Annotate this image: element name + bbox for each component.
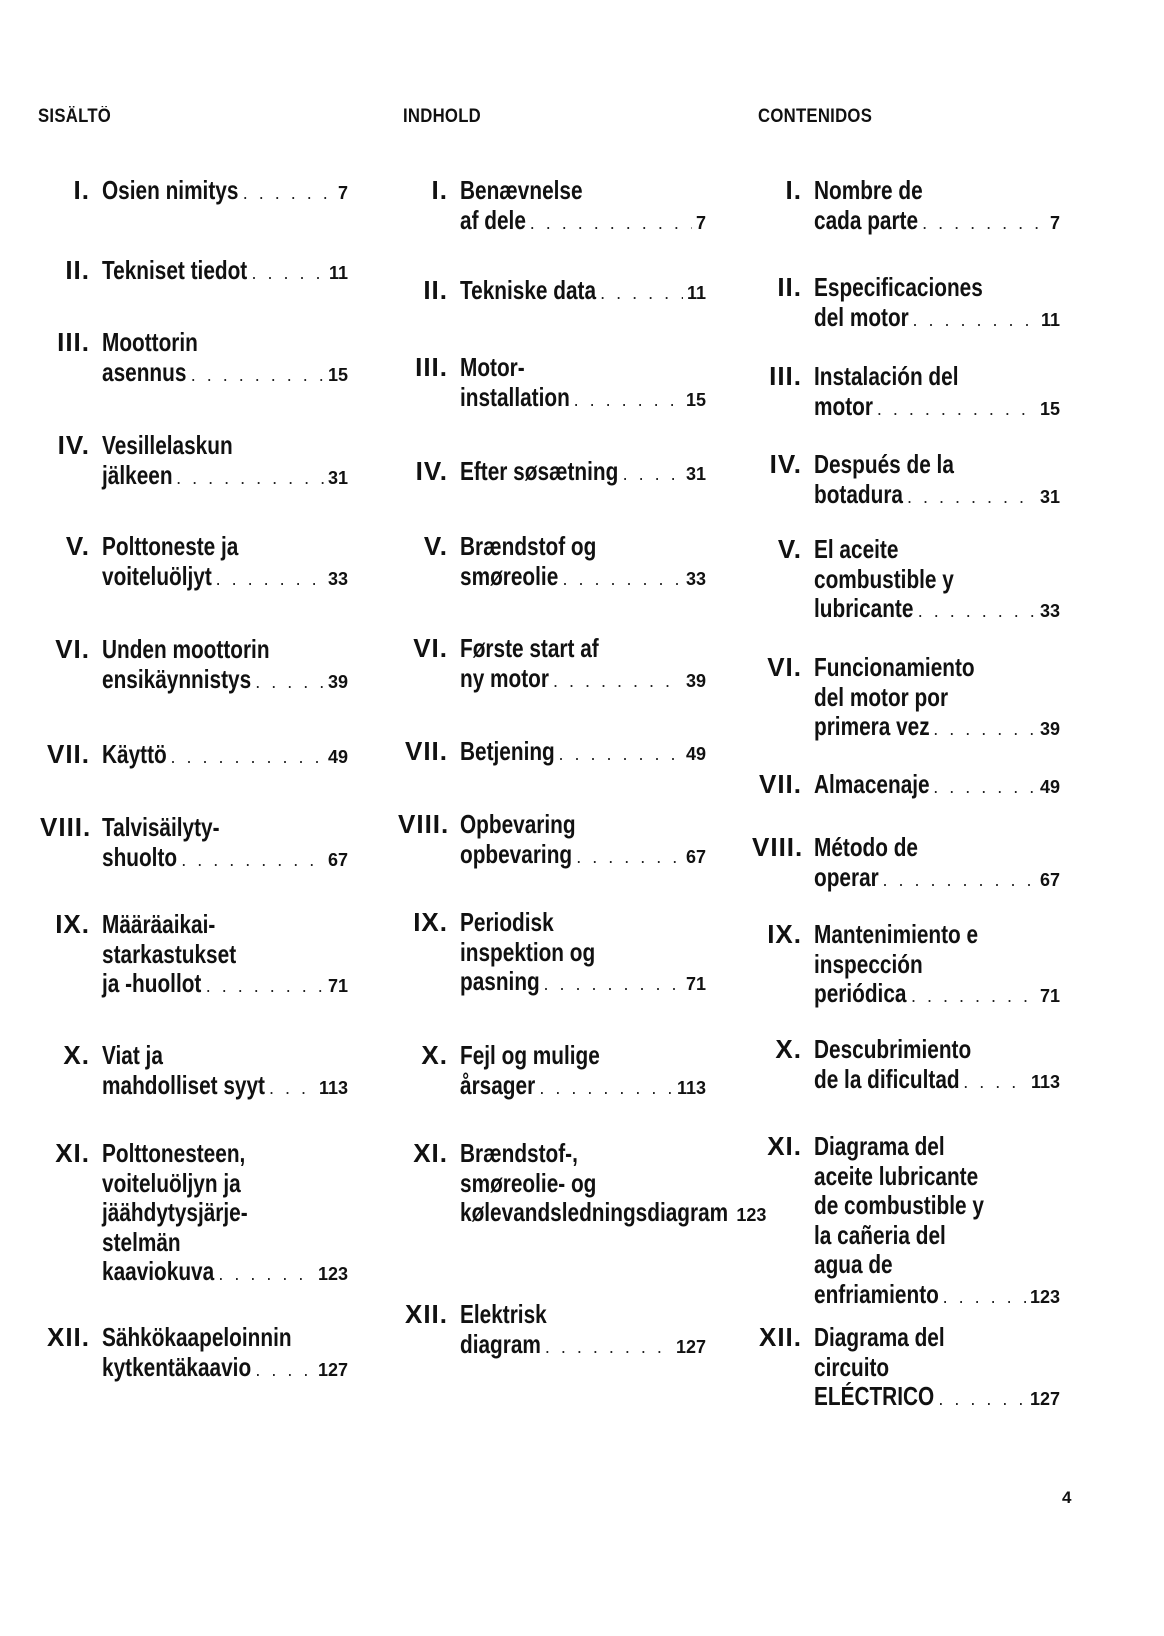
chapter-number: XII. (46, 1322, 90, 1352)
chapter-title (460, 634, 706, 693)
chapter-title-line: ELÉCTRICO (814, 1381, 935, 1411)
chapter-title-line: Fejl og mulige (460, 1040, 600, 1070)
chapter-title (814, 920, 1060, 1009)
chapter-title-last-line (102, 1353, 348, 1383)
chapter-title-last-line (102, 1257, 348, 1287)
chapter-title-line: mahdolliset syyt (102, 1069, 265, 1100)
chapter-number: IV. (415, 456, 448, 486)
chapter-title-line: cada parte (814, 204, 919, 235)
chapter-title (102, 740, 348, 770)
chapter-title-line: Funcionamiento (814, 652, 975, 682)
chapter-number: II. (777, 272, 802, 302)
page-reference: 31 (685, 464, 706, 484)
chapter-title (460, 532, 706, 591)
chapter-number: VI. (55, 634, 90, 664)
chapter-title-line: Tekniset tiedot (102, 255, 248, 285)
chapter-title-last-line (460, 457, 706, 487)
heading-danish: INDHOLD (403, 106, 482, 127)
dot-leader (176, 464, 324, 494)
page-reference: 33 (327, 568, 348, 589)
chapter-title-line: del motor (814, 301, 909, 332)
chapter-title (460, 737, 706, 767)
dot-leader (206, 972, 324, 1002)
dot-leader (553, 667, 682, 697)
chapter-title-line: installation (460, 381, 570, 412)
dot-leader (543, 970, 681, 1000)
chapter-title (460, 176, 706, 235)
chapter-title-last-line (814, 712, 1060, 742)
chapter-title-last-line (814, 979, 1060, 1009)
chapter-number: IX. (767, 919, 802, 949)
chapter-title-line: jälkeen (102, 459, 173, 490)
chapter-title-line: Periodisk (460, 907, 554, 937)
page-reference: 123 (1029, 1286, 1060, 1307)
chapter-title (102, 635, 348, 694)
chapter-title (102, 910, 348, 999)
dot-leader (545, 1333, 672, 1363)
chapter-number: II. (65, 255, 90, 285)
chapter-title-line: aceite lubricante (814, 1160, 979, 1191)
dot-leader (938, 1385, 1026, 1415)
page-reference: 67 (1039, 869, 1060, 890)
chapter-title-last-line (102, 740, 348, 770)
chapter-title-line: årsager (460, 1069, 536, 1100)
chapter-title-line: af dele (460, 204, 526, 235)
page-reference: 39 (1039, 719, 1060, 739)
chapter-title-line: de combustible y (814, 1190, 984, 1220)
chapter-title-last-line (102, 843, 348, 873)
chapter-title-line: kølevandsledningsdiagram (460, 1197, 729, 1227)
chapter-title-line: ja -huollot (102, 968, 202, 998)
chapter-title-line: periódica (814, 978, 907, 1008)
chapter-title-last-line (814, 1280, 1060, 1310)
page-reference: 71 (327, 976, 348, 996)
chapter-number: X. (775, 1034, 802, 1064)
dot-leader (251, 259, 325, 289)
chapter-number: XI. (413, 1138, 448, 1168)
chapter-title-line: Polttonesteen, (102, 1138, 246, 1168)
chapter-title (102, 176, 348, 206)
chapter-title-line: Efter søsætning (460, 456, 619, 486)
dot-leader (216, 565, 324, 595)
chapter-title-line: asennus (102, 356, 187, 387)
page-reference: 113 (1030, 1071, 1060, 1092)
chapter-title (102, 431, 348, 490)
chapter-title-line: Talvisäilyty- (102, 812, 220, 842)
chapter-title-line: Første start af (460, 633, 599, 663)
dot-leader (170, 743, 324, 773)
dot-leader (907, 483, 1036, 513)
chapter-number: III. (415, 352, 448, 382)
dot-leader (933, 715, 1036, 745)
page-reference: 123 (736, 1205, 767, 1225)
page-reference: 71 (1039, 986, 1060, 1006)
chapter-title-line: Viat ja (102, 1040, 163, 1070)
chapter-title-line: Sähkökaapeloinnin (102, 1322, 292, 1352)
page-reference: 127 (317, 1359, 348, 1380)
page-reference: 7 (695, 212, 706, 233)
chapter-title-line: Mantenimiento e (814, 919, 979, 949)
chapter-title (814, 1132, 1060, 1309)
page-reference: 11 (686, 283, 706, 303)
chapter-title-line: inspektion og (460, 936, 596, 967)
chapter-title-line: Vesillelaskun (102, 430, 233, 460)
page-reference: 15 (1039, 398, 1060, 419)
dot-leader (255, 668, 324, 698)
dot-leader (218, 1260, 314, 1290)
chapter-title (460, 1138, 767, 1228)
chapter-title-last-line (460, 562, 706, 592)
page-reference: 7 (337, 183, 348, 203)
chapter-title (814, 535, 1060, 624)
chapter-title-last-line (102, 562, 348, 592)
chapter-title-line: Motor- (460, 352, 525, 382)
chapter-title-line: diagram (460, 1328, 541, 1359)
chapter-title-last-line (814, 392, 1060, 422)
chapter-title-line: Después de la (814, 449, 954, 479)
dot-leader (559, 740, 682, 770)
page-reference: 71 (685, 974, 706, 994)
page-reference: 67 (685, 846, 706, 867)
chapter-number: I. (73, 175, 90, 205)
chapter-title-line: Moottorin (102, 327, 198, 357)
heading-finnish: SISÄLTÖ (38, 106, 112, 127)
chapter-title-line: Descubrimiento (814, 1034, 972, 1064)
chapter-title-line: jäähdytysjärje- (102, 1197, 248, 1227)
page-reference: 127 (675, 1336, 706, 1357)
heading-spanish: CONTENIDOS (758, 106, 873, 127)
chapter-title-line: operar (814, 861, 879, 892)
chapter-title (102, 328, 348, 387)
page-reference: 49 (327, 747, 348, 767)
chapter-title-line: El aceite (814, 534, 899, 564)
chapter-title-line: smøreolie- og (460, 1167, 597, 1198)
page-reference: 15 (327, 364, 348, 385)
page-reference: 11 (1040, 309, 1060, 330)
chapter-title-line: Elektrisk (460, 1299, 547, 1329)
chapter-number: VI. (413, 633, 448, 663)
chapter-title-last-line (814, 770, 1060, 800)
chapter-title-line: kytkentäkaavio (102, 1351, 252, 1382)
chapter-title-line: pasning (460, 966, 540, 996)
chapter-title (460, 908, 706, 997)
chapter-title (814, 653, 1060, 742)
chapter-title (102, 532, 348, 591)
dot-leader (243, 179, 334, 209)
dot-leader (623, 460, 682, 490)
chapter-number: V. (777, 534, 802, 564)
dot-leader (911, 982, 1036, 1012)
dot-leader (574, 386, 682, 416)
chapter-title-line: Osien nimitys (102, 175, 239, 205)
chapter-number: I. (785, 175, 802, 205)
chapter-title-last-line (814, 303, 1060, 333)
chapter-title-last-line (814, 1065, 1060, 1095)
chapter-title (102, 1139, 348, 1287)
dot-leader (943, 1283, 1026, 1313)
chapter-title-last-line (814, 594, 1060, 624)
chapter-title-line: Opbevaring (460, 809, 576, 839)
chapter-title-line: stelmän (102, 1226, 181, 1257)
page-reference: 127 (1029, 1389, 1060, 1409)
chapter-title (814, 273, 1060, 332)
chapter-number: I. (431, 175, 448, 205)
chapter-number: VII. (758, 769, 802, 799)
chapter-title-line: combustible y (814, 563, 954, 594)
chapter-title-last-line (460, 1197, 767, 1228)
page-reference: 7 (1049, 212, 1060, 233)
chapter-title-line: smøreolie (460, 560, 559, 591)
page-reference: 49 (685, 744, 706, 764)
chapter-title-last-line (460, 383, 706, 413)
chapter-title-line: ensikäynnistys (102, 663, 252, 694)
chapter-title-last-line (460, 1071, 706, 1101)
chapter-title (460, 353, 706, 412)
chapter-title (460, 1041, 706, 1100)
chapter-title (814, 362, 1060, 421)
chapter-number: III. (769, 361, 802, 391)
dot-leader (913, 306, 1037, 336)
page-reference: 15 (685, 389, 706, 410)
dot-leader (563, 565, 682, 595)
chapter-title-line: Betjening (460, 736, 555, 766)
chapter-title (102, 256, 348, 286)
chapter-title-last-line (460, 276, 706, 306)
dot-leader (963, 1068, 1027, 1098)
chapter-title-last-line (102, 176, 348, 206)
chapter-title-last-line (102, 665, 348, 695)
chapter-title-line: Nombre de (814, 175, 923, 205)
page-reference: 113 (318, 1077, 348, 1098)
chapter-title-last-line (460, 737, 706, 767)
chapter-title-last-line (460, 967, 706, 997)
chapter-title-last-line (814, 480, 1060, 510)
chapter-title-line: shuolto (102, 841, 178, 872)
chapter-number: V. (423, 531, 448, 561)
chapter-number: IX. (413, 907, 448, 937)
chapter-number: IV. (769, 449, 802, 479)
chapter-title-line: Diagrama del (814, 1131, 945, 1161)
chapter-title-last-line (460, 664, 706, 694)
chapter-title-line: de la dificultad (814, 1063, 960, 1094)
page-reference: 39 (327, 671, 348, 692)
dot-leader (181, 846, 324, 876)
chapter-title-line: Brændstof og (460, 531, 597, 561)
chapter-number: V. (65, 531, 90, 561)
chapter-title (460, 810, 706, 869)
dot-leader (933, 773, 1036, 803)
chapter-title-line: la cañeria del (814, 1219, 946, 1250)
chapter-title-line: Polttoneste ja (102, 531, 239, 561)
chapter-title-line: kaaviokuva (102, 1256, 215, 1286)
chapter-title-line: botadura (814, 478, 903, 509)
chapter-number: II. (423, 275, 448, 305)
chapter-title-line: Tekniske data (460, 275, 597, 305)
chapter-title-line: Diagrama del (814, 1322, 945, 1352)
chapter-title (460, 457, 706, 487)
chapter-title-line: voiteluöljyt (102, 560, 212, 591)
page-reference: 113 (676, 1077, 706, 1098)
chapter-title-line: Käyttö (102, 739, 167, 769)
chapter-number: VII. (46, 739, 90, 769)
chapter-title-line: circuito (814, 1351, 890, 1382)
dot-leader (882, 866, 1035, 896)
dot-leader (269, 1074, 315, 1104)
chapter-title-line: primera vez (814, 711, 930, 741)
chapter-number: III. (57, 327, 90, 357)
chapter-title (460, 276, 706, 306)
chapter-title-last-line (102, 256, 348, 286)
dot-leader (539, 1074, 673, 1104)
chapter-title (814, 1035, 1060, 1094)
chapter-number: VIII. (40, 812, 92, 842)
chapter-title-last-line (814, 1382, 1060, 1412)
chapter-title-line: inspección (814, 948, 923, 979)
chapter-title (814, 1323, 1060, 1412)
chapter-title-line: opbevaring (460, 838, 573, 869)
chapter-title (814, 770, 1060, 800)
dot-leader (600, 279, 683, 309)
dot-leader (255, 1356, 314, 1386)
dot-leader (191, 361, 324, 391)
chapter-title-line: Brændstof-, (460, 1138, 578, 1168)
chapter-title (814, 833, 1060, 892)
chapter-title-line: voiteluöljyn ja (102, 1167, 241, 1198)
chapter-number: IX. (55, 909, 90, 939)
chapter-title (102, 1041, 348, 1100)
chapter-number: VIII. (398, 809, 450, 839)
chapter-number: XI. (55, 1138, 90, 1168)
page-number: 4 (1062, 1488, 1072, 1507)
chapter-title-last-line (102, 1071, 348, 1101)
chapter-title-last-line (102, 358, 348, 388)
chapter-title-line: del motor por (814, 681, 949, 712)
chapter-title-line: Almacenaje (814, 769, 930, 799)
chapter-title-line: agua de (814, 1249, 893, 1279)
chapter-title (814, 450, 1060, 509)
page-reference: 33 (1039, 601, 1060, 621)
chapter-number: VI. (767, 652, 802, 682)
chapter-title (460, 1300, 706, 1359)
page-reference: 31 (327, 467, 348, 488)
chapter-title (814, 176, 1060, 235)
chapter-title-line: Unden moottorin (102, 634, 270, 664)
chapter-number: IV. (57, 430, 90, 460)
chapter-title-last-line (460, 840, 706, 870)
chapter-title-last-line (814, 206, 1060, 236)
chapter-title-last-line (814, 863, 1060, 893)
page-reference: 31 (1039, 486, 1060, 507)
chapter-number: VII. (404, 736, 448, 766)
chapter-title-line: Especificaciones (814, 272, 983, 302)
page-reference: 33 (685, 568, 706, 589)
chapter-title-last-line (102, 969, 348, 999)
chapter-title-line: starkastukset (102, 938, 237, 969)
dot-leader (530, 209, 692, 239)
chapter-number: XII. (404, 1299, 448, 1329)
chapter-title-last-line (102, 461, 348, 491)
page-reference: 123 (317, 1264, 348, 1284)
chapter-title-line: Instalación del (814, 361, 959, 391)
chapter-title-last-line (460, 206, 706, 236)
chapter-number: X. (421, 1040, 448, 1070)
page-reference: 11 (328, 263, 348, 283)
chapter-title-last-line (460, 1330, 706, 1360)
dot-leader (877, 395, 1036, 425)
dot-leader (922, 209, 1046, 239)
page-reference: 39 (685, 670, 706, 691)
dot-leader (918, 597, 1036, 627)
chapter-title (102, 1323, 348, 1382)
chapter-title-line: lubricante (814, 593, 914, 623)
chapter-number: VIII. (752, 832, 804, 862)
chapter-title-line: enfriamiento (814, 1278, 939, 1309)
dot-leader (576, 843, 682, 873)
page-reference: 67 (327, 849, 348, 870)
chapter-number: XI. (767, 1131, 802, 1161)
chapter-title-line: ny motor (460, 662, 549, 693)
chapter-title-line: Määräaikai- (102, 909, 216, 939)
chapter-number: XII. (758, 1322, 802, 1352)
page-reference: 49 (1039, 777, 1060, 797)
chapter-title-line: motor (814, 390, 873, 421)
chapter-title (102, 813, 348, 872)
chapter-title-line: Método de (814, 832, 918, 862)
chapter-number: X. (63, 1040, 90, 1070)
chapter-title-line: Benævnelse (460, 175, 583, 205)
